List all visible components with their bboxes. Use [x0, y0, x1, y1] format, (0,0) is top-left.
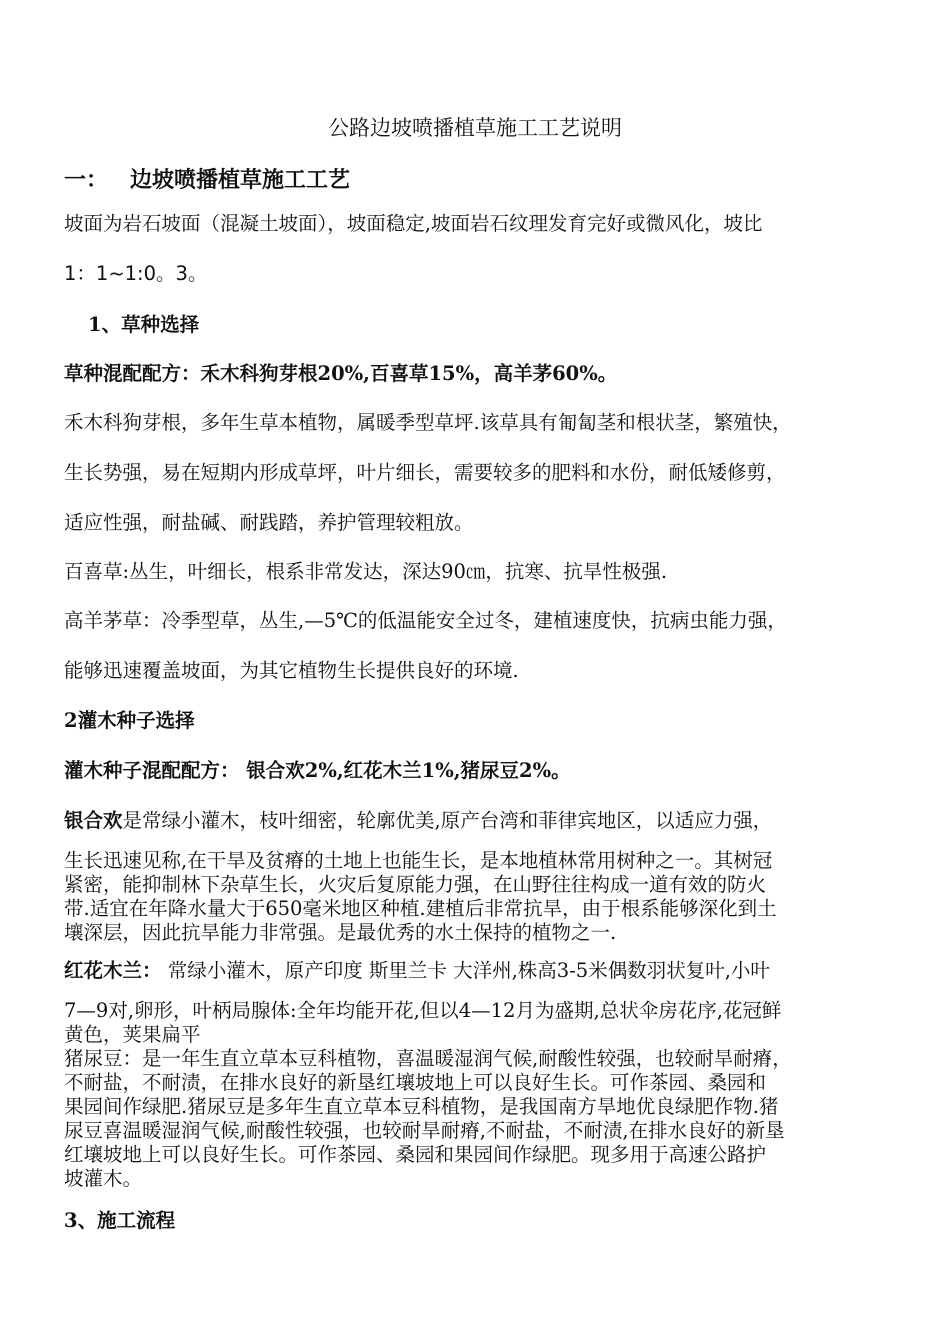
crotalaria-line-4: 尿豆喜温暖湿润气候,耐酸性较强，也较耐旱耐瘠,不耐盐，不耐渍,在排水良好的新垦: [64, 1119, 785, 1142]
crotalaria-line-6: 坡灌木。: [64, 1167, 143, 1190]
crotalaria-line-3: 果园间作绿肥.猪尿豆是多年生直立草本豆科植物，是我国南方旱地优良绿肥作物.猪: [64, 1095, 779, 1118]
grass-formula: 草种混配配方：禾木科狗芽根20%,百喜草15%，高羊茅60%。: [64, 362, 618, 385]
bahia-line-1: 百喜草:丛生，叶细长，根系非常发达，深达90㎝，抗寒、抗旱性极强.: [64, 560, 668, 583]
leucaena-line-2: 生长迅速见称,在干旱及贫瘠的土地上也能生长，是本地植林常用树种之一。其树冠: [64, 849, 773, 872]
leucaena-line-4: 带.适宜在年降水量大于650毫米地区种植.建植后非常抗旱，由于根系能够深化到土: [64, 897, 777, 920]
magnolia-line-1-text: 常绿小灌木，原产印度 斯里兰卡 大洋州,株高3-5米偶数羽状复叶,小叶: [161, 959, 770, 982]
shrub-formula: 灌木种子混配配方： 银合欢2%,红花木兰1%,猪尿豆2%。: [64, 759, 571, 782]
magnolia-line-3: 黄色，荚果扁平: [64, 1023, 201, 1046]
magnolia-line-1: [64, 959, 770, 983]
bermuda-line-3: 适应性强，耐盐碱、耐践踏，养护管理较粗放。: [64, 511, 474, 534]
bermuda-line-1: 禾木科狗芽根，多年生草本植物，属暖季型草坪.该草具有匍匐茎和根状茎，繁殖快，: [64, 411, 792, 434]
magnolia-name: 红花木兰：: [64, 959, 162, 982]
fescue-line-2: 能够迅速覆盖坡面，为其它植物生长提供良好的环境.: [64, 659, 519, 682]
section-1-title: 边坡喷播植草施工工艺: [130, 167, 351, 193]
leucaena-line-1-text: 是常绿小灌木，枝叶细密，轮廓优美,原产台湾和菲律宾地区，以适应力强，: [122, 809, 773, 832]
intro-line-2: 1：1~1:0。3。: [64, 262, 208, 285]
fescue-line-1: 高羊茅草：冷季型草，丛生,—5℃的低温能安全过冬，建植速度快，抗病虫能力强，: [64, 609, 787, 632]
bermuda-line-2: 生长势强，易在短期内形成草坪，叶片细长，需要较多的肥料和水份，耐低矮修剪，: [64, 461, 786, 484]
grass-section-heading: 1、草种选择: [88, 313, 200, 336]
crotalaria-line-5: 红壤坡地上可以良好生长。可作茶园、桑园和果园间作绿肥。现多用于高速公路护: [64, 1143, 767, 1166]
section-1-heading: [64, 166, 350, 194]
crotalaria-line-2: 不耐盐，不耐渍，在排水良好的新垦红壤坡地上可以良好生长。可作茶园、桑园和: [64, 1071, 767, 1094]
shrub-section-heading: 2灌木种子选择: [64, 709, 195, 732]
leucaena-name: 银合欢: [64, 809, 123, 832]
leucaena-line-3: 紧密，能抑制林下杂草生长，火灾后复原能力强，在山野往往构成一道有效的防火: [64, 873, 767, 896]
process-section-heading: 3、施工流程: [64, 1209, 176, 1232]
leucaena-line-5: 壤深层，因此抗旱能力非常强。是最优秀的水土保持的植物之一.: [64, 921, 617, 944]
section-1-number: 一：: [64, 167, 109, 193]
magnolia-line-2: 7—9对,卵形，叶柄局腺体:全年均能开花,但以4—12月为盛期,总状伞房花序,花冠鲜: [64, 999, 782, 1022]
leucaena-line-1: [64, 809, 772, 833]
crotalaria-line-1: 猪尿豆：是一年生直立草本豆科植物，喜温暖湿润气候,耐酸性较强，也较耐旱耐瘠，: [64, 1047, 792, 1070]
document-title: 公路边坡喷播植草施工工艺说明: [328, 116, 622, 140]
intro-line-1: 坡面为岩石坡面（混凝土坡面），坡面稳定,坡面岩石纹理发育完好或微风化，坡比: [64, 212, 763, 235]
